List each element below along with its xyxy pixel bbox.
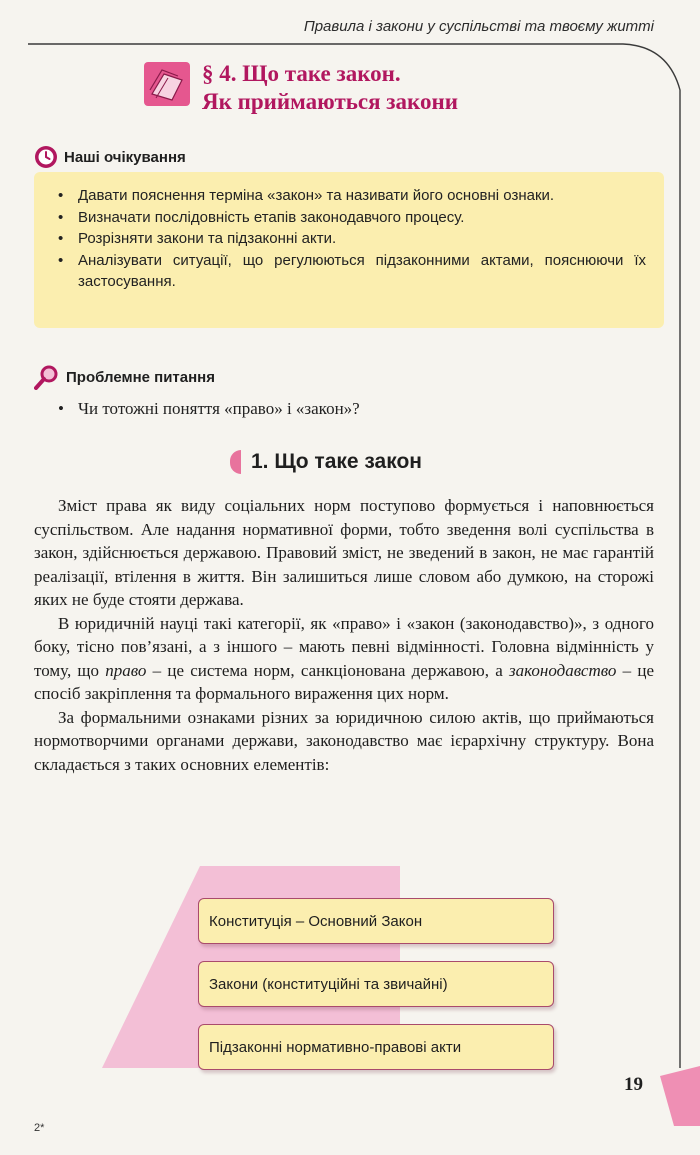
subsection-title: 1. Що таке закон <box>251 450 422 473</box>
list-item: • Розрізняти закони та підзаконні акти. <box>56 228 646 250</box>
section-title-line2: Як приймаються закони <box>202 89 458 114</box>
problem-question: • Чи тотожні поняття «право» і «закон»? <box>58 399 360 419</box>
subsection-heading <box>230 450 422 474</box>
book-stack-icon <box>142 60 192 108</box>
hierarchy-level-3: Підзаконні нормативно-правові акти <box>198 1024 554 1070</box>
body-text <box>34 494 654 776</box>
term-law: право <box>105 660 147 680</box>
hierarchy-level-1: Конституція – Основний Закон <box>198 898 554 944</box>
printer-signature: 2* <box>34 1122 45 1134</box>
section-title <box>202 60 458 116</box>
section-title-line1: § 4. Що таке закон. <box>202 61 401 86</box>
page-tab-corner <box>660 1066 700 1126</box>
term-legislation: законодавство <box>509 660 617 680</box>
paragraph-2-start: В юридичній науці такі категорії, як «право» і «закон (законодавство)», з одного боку, тісно пов’язані, а з іншого – мають певні відмінності. Головна відмінність у тому, що <box>34 613 654 680</box>
paragraph-2 <box>34 612 654 706</box>
list-item: • Давати пояснення терміна «закон» та називати його основні ознаки. <box>56 185 646 207</box>
running-header: Правила і закони у суспільстві та твоєму житті <box>303 18 654 35</box>
hierarchy-level-2: Закони (конституційні та звичайні) <box>198 961 554 1007</box>
page-number: 19 <box>624 1074 643 1095</box>
list-item: • Визначати послідовність етапів законодавчого процесу. <box>56 207 646 229</box>
heading-marker <box>230 450 241 474</box>
list-item: • Аналізувати ситуації, що регулюються підзаконними актами, пояснюючи їх застосування. <box>56 250 646 293</box>
paragraph-1: Зміст права як виду соціальних норм поступово формується і наповнюється суспільством. Але надання нормативної форми, тобто зведення волі суспільства в закон, здійснюється державою. Правовий зміст, не зведений в закон, не має гарантій реалізації, втілення в життя. Він залишиться лише словом або думкою, на сторожі яких не буде стояти держава. <box>34 496 654 609</box>
paragraph-2-end: – це спосіб закріплення та формального вираження цих норм. <box>34 660 654 703</box>
paragraph-3: За формальними ознаками різних за юридичною силою актів, що приймаються нормотворчими органами держави, законодавство має ієрархічну структуру. Вона складається з таких основних елементів: <box>34 707 654 774</box>
problem-heading-label: Проблемне питання <box>66 368 215 386</box>
problem-heading <box>34 364 215 390</box>
magnifier-icon <box>34 364 60 390</box>
expectations-heading <box>34 145 186 169</box>
expectations-list <box>56 185 646 293</box>
expectations-heading-label: Наші очікування <box>64 148 186 166</box>
paragraph-2-mid: – це система норм, санкціонована державою, а <box>146 660 509 680</box>
clock-icon <box>34 145 58 169</box>
